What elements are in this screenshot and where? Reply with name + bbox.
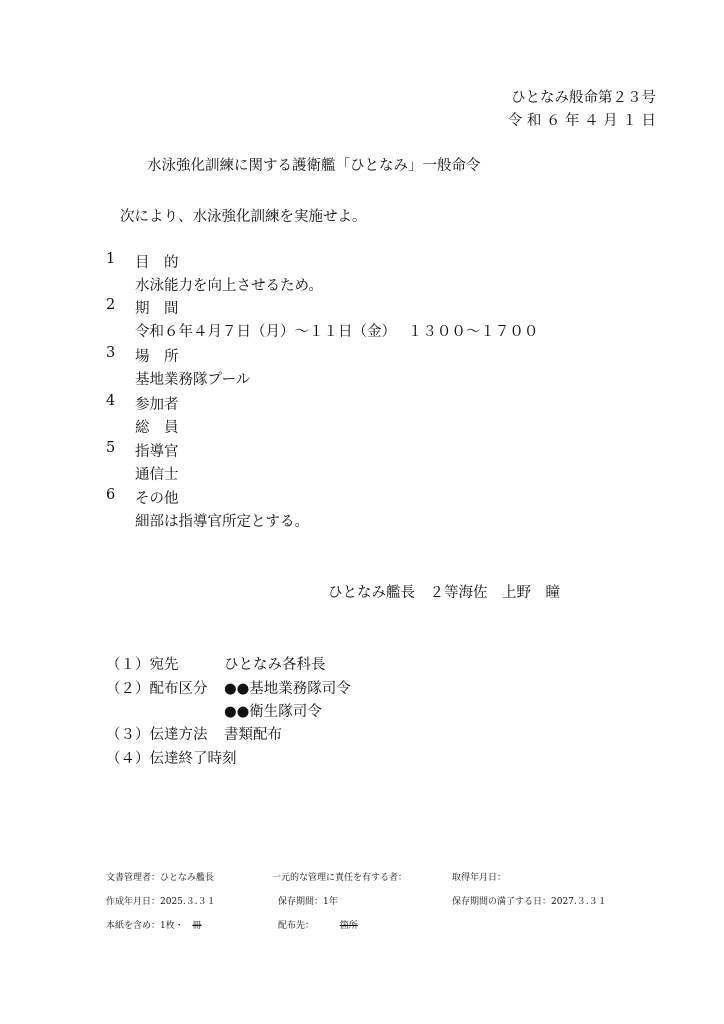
footer-distribution: [278, 918, 358, 931]
footer-copies-struck: 冊: [192, 921, 202, 931]
distribution-value: ●●衛生隊司令: [224, 704, 322, 720]
item-number: 6: [106, 487, 116, 503]
item-number: 3: [106, 345, 116, 361]
item-content: 細部は指導官所定とする。: [135, 514, 309, 530]
footer-doc-manager: 文書管理者：ひとなみ艦長: [106, 873, 215, 883]
distribution-label: （３）伝達方法: [106, 727, 208, 743]
item-number: 1: [106, 251, 116, 267]
item-label: 場 所: [135, 349, 179, 365]
item-label: その他: [135, 491, 179, 507]
footer-distribution-prefix: 配布先：: [278, 921, 315, 931]
item-number: 2: [106, 297, 116, 313]
footer-acquired-date: 取得年月日：: [452, 873, 507, 883]
item-number: 4: [106, 393, 116, 409]
item-label: 期 間: [135, 301, 179, 317]
order-date: 令 和 ６ 年 ４ 月 １ 日: [507, 113, 656, 129]
footer-copies: [106, 918, 201, 931]
footer-copies-prefix: 本紙を含め：1枚・: [106, 921, 184, 931]
distribution-label: （４）伝達終了時刻: [106, 751, 237, 767]
footer-retention-expiry: 保存期間の満了する日：2027.３.３１: [452, 897, 607, 907]
distribution-value: ひとなみ各科長: [224, 657, 326, 673]
item-content: 総 員: [135, 420, 179, 436]
footer-unified-manager: 一元的な管理に責任を有する者：: [272, 873, 408, 883]
footer-retention-period: 保存期間：1年: [278, 897, 338, 907]
item-content: 令和６年４月７日（月）～１１日（金） １３００～１７００: [135, 324, 539, 340]
item-content: 水泳能力を向上させるため。: [135, 278, 323, 294]
intro-text: 次により、水泳強化訓練を実施せよ。: [120, 209, 367, 225]
item-label: 指導官: [135, 444, 179, 460]
item-content: 通信士: [135, 467, 179, 483]
document-title: 水泳強化訓練に関する護衛艦「ひとなみ」一般命令: [147, 158, 481, 174]
item-number: 5: [106, 440, 116, 456]
distribution-label: （１）宛先: [106, 657, 179, 673]
item-content: 基地業務隊プール: [135, 372, 251, 388]
item-label: 参加者: [135, 397, 179, 413]
order-number: ひとなみ般命第２３号: [511, 90, 656, 106]
signature-line: ひとなみ艦長 ２等海佐 上野 瞳: [328, 585, 560, 601]
footer-created-date: 作成年月日：2025.３.３１: [106, 897, 216, 907]
distribution-value: 書類配布: [224, 727, 282, 743]
distribution-value: ●●基地業務隊司令: [224, 681, 351, 697]
item-label: 目 的: [135, 255, 179, 271]
distribution-label: （２）配布区分: [106, 681, 208, 697]
footer-distribution-struck: 箇所: [339, 921, 358, 931]
